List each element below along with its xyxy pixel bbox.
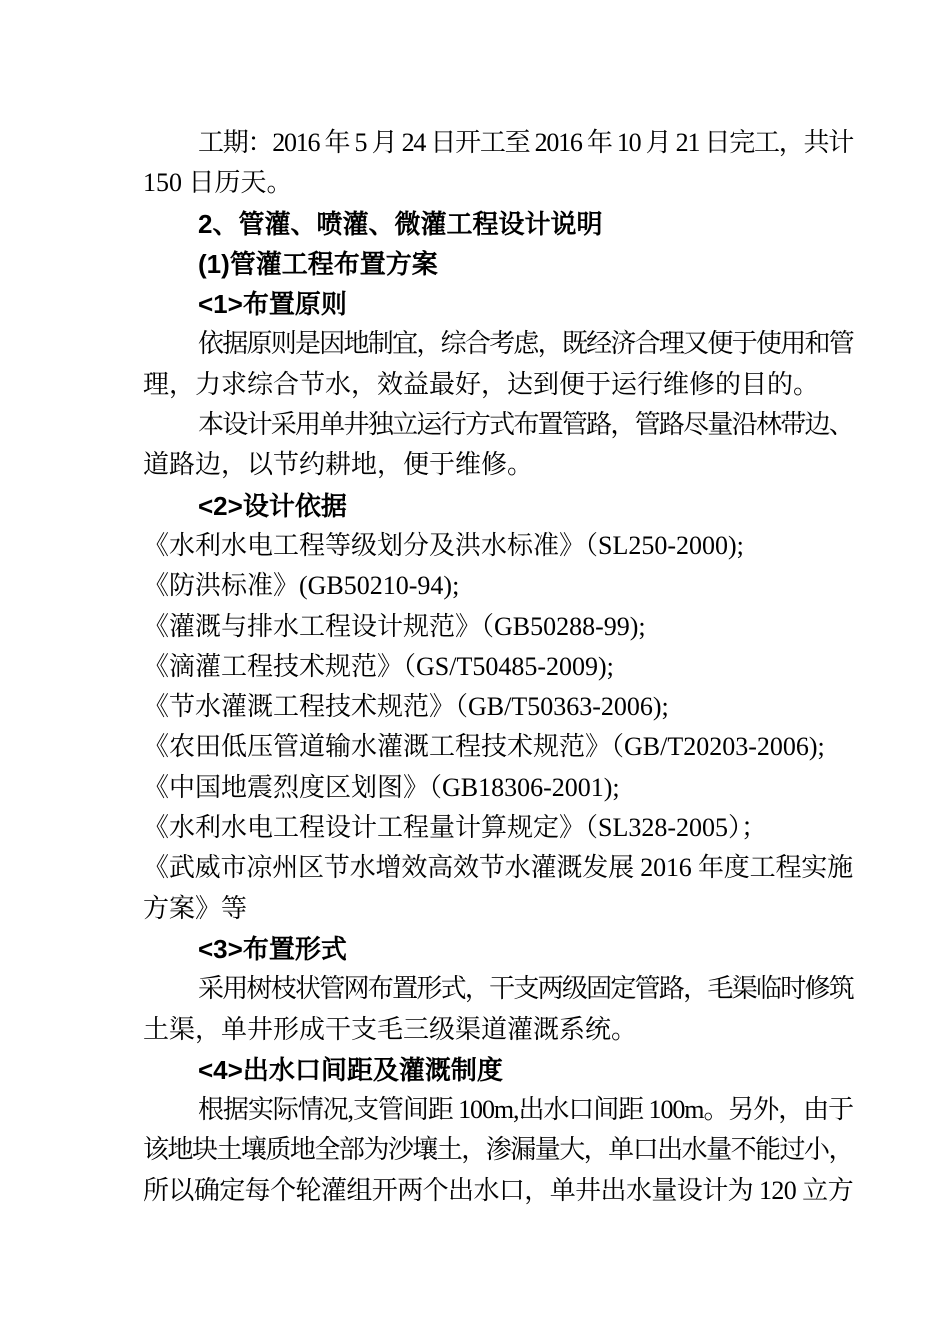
text-run: 本设计采用单井独立运行方式布置管路，管路尽量沿林带边、 bbox=[198, 410, 853, 440]
text-run: 2、管灌、喷灌、微灌工程设计说明 bbox=[198, 208, 603, 239]
text-run: 《农田低压管道输水灌溉工程技术规范》（GB/T20203-2006); bbox=[143, 732, 825, 762]
text-run: 所以确定每个轮灌组开两个出水口，单井出水量设计为 120 立方 bbox=[143, 1175, 853, 1205]
text-line bbox=[143, 607, 853, 647]
heading-line bbox=[143, 244, 853, 284]
document-page bbox=[143, 123, 853, 1211]
heading-line bbox=[143, 1050, 853, 1090]
text-line bbox=[143, 566, 853, 606]
text-run: 理，力求综合节水，效益最好，达到便于运行维修的目的。 bbox=[143, 369, 820, 399]
text-run: 《滴灌工程技术规范》（GS/T50485-2009); bbox=[143, 651, 614, 681]
heading-line bbox=[143, 929, 853, 969]
text-run: 《水利水电工程等级划分及洪水标准》（SL250-2000); bbox=[143, 530, 744, 560]
text-run: <1>布置原则 bbox=[198, 289, 347, 320]
text-line bbox=[143, 1090, 853, 1130]
text-line bbox=[143, 1130, 853, 1170]
text-line bbox=[143, 1010, 853, 1050]
text-run: 150 日历天。 bbox=[143, 168, 293, 198]
text-line bbox=[143, 727, 853, 767]
text-run: 道路边，以节约耕地，便于维修。 bbox=[143, 450, 534, 480]
text-run: 根据实际情况,支管间距 100m,出水口间距 100m。另外，由于 bbox=[198, 1095, 853, 1125]
text-run: 《节水灌溉工程技术规范》（GB/T50363-2006); bbox=[143, 692, 669, 722]
text-run: 《武威市凉州区节水增效高效节水灌溉发展 2016 年度工程实施 bbox=[143, 853, 853, 883]
text-line bbox=[143, 848, 853, 888]
text-line bbox=[143, 687, 853, 727]
text-line bbox=[143, 365, 853, 405]
text-line bbox=[143, 1171, 853, 1211]
text-run: 土渠，单井形成干支毛三级渠道灌溉系统。 bbox=[143, 1014, 638, 1044]
text-run: 方案》等 bbox=[143, 893, 248, 923]
text-run: 《中国地震烈度区划图》（GB18306-2001); bbox=[143, 772, 620, 802]
heading-line bbox=[143, 284, 853, 324]
text-line bbox=[143, 163, 853, 203]
text-line bbox=[143, 445, 853, 485]
text-run: (1)管灌工程布置方案 bbox=[198, 248, 438, 279]
heading-line bbox=[143, 486, 853, 526]
text-run: 采用树枝状管网布置形式，干支两级固定管路，毛渠临时修筑 bbox=[198, 974, 853, 1004]
text-run: <2>设计依据 bbox=[198, 490, 347, 521]
heading-line bbox=[143, 204, 853, 244]
text-line bbox=[143, 768, 853, 808]
text-run: 《灌溉与排水工程设计规范》（GB50288-99); bbox=[143, 611, 646, 641]
text-line bbox=[143, 808, 853, 848]
text-run: 工期：2016 年 5 月 24 日开工至 2016 年 10 月 21 日完工，共计 bbox=[198, 128, 853, 157]
text-run: <3>布置形式 bbox=[198, 933, 347, 964]
text-run: <4>出水口间距及灌溉制度 bbox=[198, 1054, 503, 1085]
text-run: 依据原则是因地制宜，综合考虑，既经济合理又便于使用和管 bbox=[198, 329, 853, 359]
text-line bbox=[143, 526, 853, 566]
text-line bbox=[143, 647, 853, 687]
text-run: 该地块土壤质地全部为沙壤土，渗漏量大，单口出水量不能过小， bbox=[143, 1135, 853, 1165]
text-line bbox=[143, 889, 853, 929]
text-line bbox=[143, 324, 853, 364]
text-run: 《防洪标准》(GB50210-94); bbox=[143, 571, 460, 601]
text-line bbox=[143, 405, 853, 445]
text-run: 《水利水电工程设计工程量计算规定》（SL328-2005）； bbox=[143, 813, 768, 843]
text-line bbox=[143, 969, 853, 1009]
text-line bbox=[143, 123, 853, 163]
